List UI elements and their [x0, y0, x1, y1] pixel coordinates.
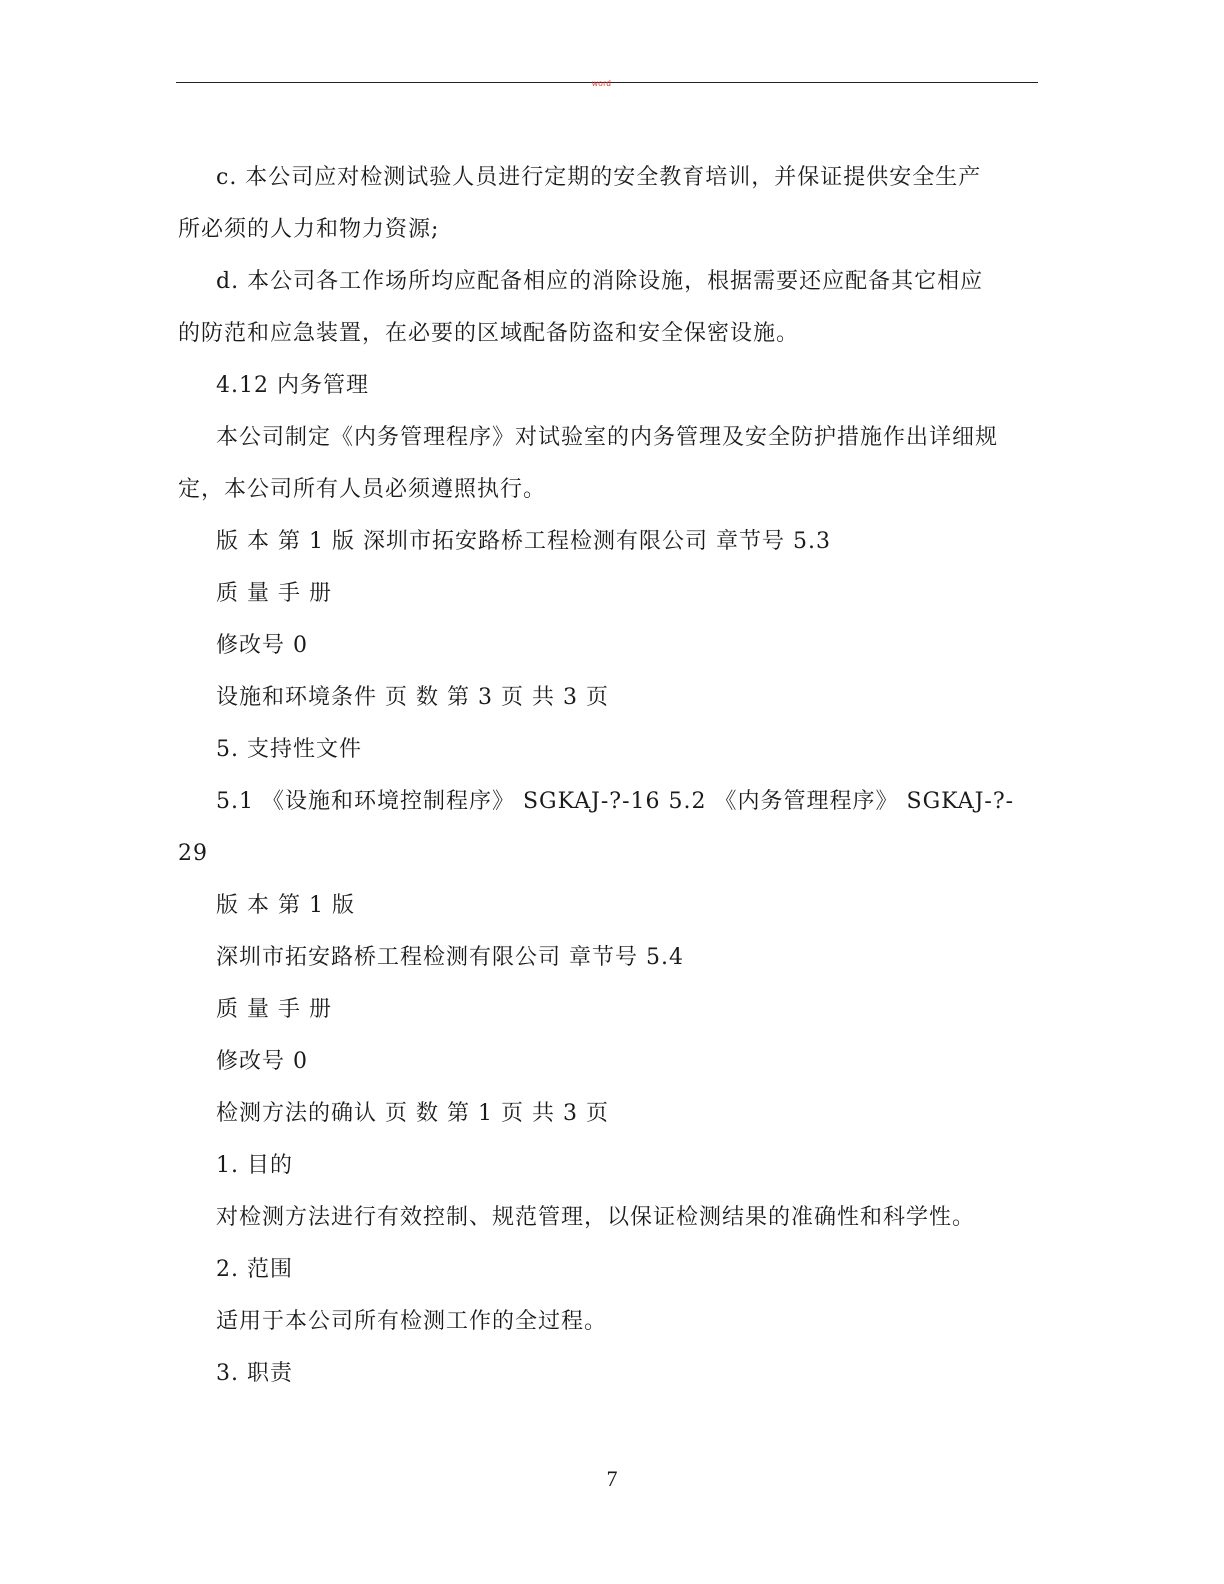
doc-info-line: 深圳市拓安路桥工程检测有限公司 章节号 5.4 — [216, 945, 684, 970]
doc-info-line: 修改号 0 — [216, 633, 308, 658]
paragraph-line: 的防范和应急装置，在必要的区域配备防盗和安全保密设施。 — [178, 321, 800, 346]
doc-info-line: 修改号 0 — [216, 1049, 308, 1074]
doc-info-line: 质 量 手 册 — [216, 581, 332, 606]
paragraph-line: 定，本公司所有人员必须遵照执行。 — [178, 477, 547, 502]
doc-info-line: 版 本 第 1 版 深圳市拓安路桥工程检测有限公司 章节号 5.3 — [216, 529, 831, 554]
paragraph-line: d. 本公司各工作场所均应配备相应的消除设施，根据需要还应配备其它相应 — [216, 269, 984, 294]
paragraph-line: 本公司制定《内务管理程序》对试验室的内务管理及安全防护措施作出详细规 — [216, 425, 999, 450]
paragraph-line: 29 — [178, 841, 208, 866]
paragraph-line: c. 本公司应对检测试验人员进行定期的安全教育培训，并保证提供安全生产 — [216, 165, 982, 190]
paragraph-line: 对检测方法进行有效控制、规范管理，以保证检测结果的准确性和科学性。 — [216, 1205, 976, 1230]
paragraph-line: 所必须的人力和物力资源; — [178, 217, 440, 242]
doc-info-line: 版 本 第 1 版 — [216, 893, 355, 918]
doc-info-line: 质 量 手 册 — [216, 997, 332, 1022]
section-heading: 3. 职责 — [216, 1361, 293, 1386]
section-heading: 1. 目的 — [216, 1153, 293, 1178]
header-watermark: word — [592, 79, 612, 88]
doc-info-line: 设施和环境条件 页 数 第 3 页 共 3 页 — [216, 685, 609, 710]
section-heading: 2. 范围 — [216, 1257, 293, 1282]
section-heading: 4.12 内务管理 — [216, 373, 369, 398]
section-heading: 5. 支持性文件 — [216, 737, 362, 762]
doc-info-line: 检测方法的确认 页 数 第 1 页 共 3 页 — [216, 1101, 609, 1126]
paragraph-line: 适用于本公司所有检测工作的全过程。 — [216, 1309, 608, 1334]
paragraph-line: 5.1 《设施和环境控制程序》 SGKAJ-?-16 5.2 《内务管理程序》 SGKAJ-?- — [216, 789, 1015, 814]
page-number: 7 — [606, 1466, 618, 1491]
